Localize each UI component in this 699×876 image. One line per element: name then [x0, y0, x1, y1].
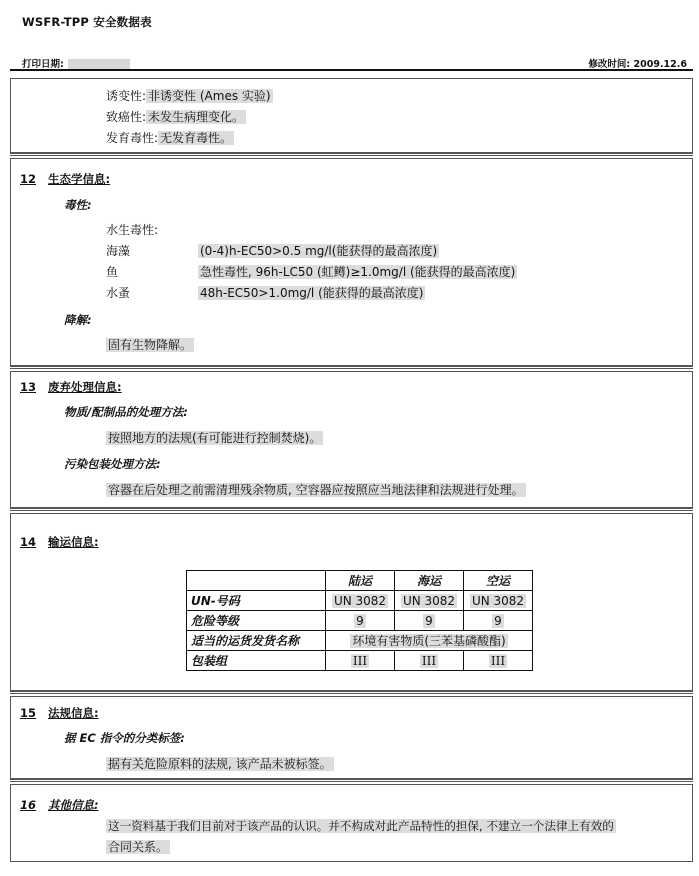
- daphnia-name: 水蚤: [106, 286, 131, 300]
- section-separator: [10, 508, 693, 511]
- algae-name: 海藻: [106, 244, 131, 258]
- pack-land: III: [352, 653, 368, 668]
- substance-disposal-value: 按照地方的法规(有可能进行控制焚烧)。: [108, 431, 322, 445]
- section-16-number: 16: [20, 798, 37, 812]
- section-16-title: [20, 797, 99, 813]
- packing-group-label: 包装组: [187, 651, 326, 671]
- class-air: 9: [494, 613, 502, 628]
- shipping-name-label: 适当的运货发货名称: [187, 631, 326, 651]
- substance-disposal-heading: 物质/配制品的处理方法:: [64, 405, 188, 419]
- un-land: UN 3082: [333, 593, 387, 608]
- hazard-class-label: 危险等级: [187, 611, 326, 631]
- mutagenicity-line: [106, 87, 273, 104]
- section-15-number: 15: [20, 706, 37, 720]
- packaging-disposal-value: 容器在后处理之前需清理残余物质, 空容器应按照应当地法律和法规进行处理。: [108, 483, 524, 497]
- ec-label-heading: 据 EC 指令的分类标签:: [64, 731, 185, 745]
- section-13-label: 废弃处理信息:: [48, 380, 122, 394]
- packaging-disposal-heading: 污染包装处理方法:: [64, 457, 161, 471]
- un-number-label: UN-号码: [187, 591, 326, 611]
- section-15-label: 法规信息:: [48, 706, 99, 720]
- teratogenicity-line: [106, 129, 234, 146]
- table-row: [187, 591, 533, 611]
- section-15-title: [20, 705, 99, 721]
- print-date-label: 打印日期:: [22, 59, 64, 70]
- section-14-label: 输运信息:: [48, 535, 99, 549]
- un-air: UN 3082: [471, 593, 525, 608]
- table-row: [187, 651, 533, 671]
- table-row: [187, 611, 533, 631]
- table-row: [187, 571, 533, 591]
- section-16-label: 其他信息:: [48, 798, 99, 812]
- degradation-heading: 降解:: [64, 313, 92, 327]
- shipping-name-value: 环境有害物质(三苯基磷酸酯): [352, 634, 506, 648]
- section-13-title: [20, 379, 122, 395]
- section-13-number: 13: [20, 380, 37, 394]
- section-12-label: 生态学信息:: [48, 172, 111, 186]
- carcinogenicity-value: 未发生病理变化。: [148, 110, 245, 124]
- section-separator: [10, 779, 693, 782]
- section-12-box: [10, 158, 693, 366]
- section-separator: [10, 366, 693, 369]
- pack-sea: III: [421, 653, 437, 668]
- section-14-title: [20, 534, 99, 550]
- mutagenicity-value: 非诱变性 (Ames 实验): [148, 89, 271, 103]
- daphnia-value: 48h-EC50>1.0mg/l (能获得的最高浓度): [200, 286, 424, 300]
- section-separator: [10, 153, 693, 156]
- header-rule: [10, 69, 693, 71]
- teratogenicity-label: 发育毒性:: [106, 131, 159, 145]
- mutagenicity-label: 诱变性:: [106, 89, 147, 103]
- header-land: 陆运: [326, 571, 395, 591]
- section-12-title: [20, 171, 110, 187]
- carcinogenicity-label: 致癌性:: [106, 110, 147, 124]
- toxicity-heading: 毒性:: [64, 198, 92, 212]
- transport-table: [186, 570, 533, 671]
- document-title: WSFR-TPP 安全数据表: [22, 15, 152, 29]
- header-sea: 海运: [395, 571, 464, 591]
- teratogenicity-value: 无发育毒性。: [160, 131, 233, 145]
- algae-value: (0-4)h-EC50>0.5 mg/l(能获得的最高浓度): [200, 244, 438, 258]
- section-14-number: 14: [20, 535, 37, 549]
- ec-label-value: 据有关危险原料的法规, 该产品未被标签。: [108, 757, 332, 771]
- other-info-line-1: 这一资料基于我们目前对于该产品的认识。并不构成对此产品特性的担保, 不建立一个法律上有效的: [108, 819, 614, 833]
- section-12-number: 12: [20, 172, 37, 186]
- class-land: 9: [356, 613, 364, 628]
- fish-name: 鱼: [106, 265, 119, 279]
- table-row: [187, 631, 533, 651]
- aquatic-toxicity-label: 水生毒性:: [106, 223, 159, 237]
- pack-air: III: [490, 653, 506, 668]
- un-sea: UN 3082: [402, 593, 456, 608]
- fish-value: 急性毒性, 96h-LC50 (虹鳟)≥1.0mg/l (能获得的最高浓度): [200, 265, 516, 279]
- print-date: [22, 56, 130, 70]
- other-info-line-2: 合同关系。: [108, 840, 169, 854]
- revision-date: 修改时间: 2009.12.6: [588, 59, 687, 70]
- section-separator: [10, 691, 693, 694]
- table-corner-cell: [187, 571, 326, 591]
- header-air: 空运: [464, 571, 533, 591]
- carcinogenicity-line: [106, 108, 246, 125]
- class-sea: 9: [425, 613, 433, 628]
- degradation-value: 固有生物降解。: [108, 338, 193, 352]
